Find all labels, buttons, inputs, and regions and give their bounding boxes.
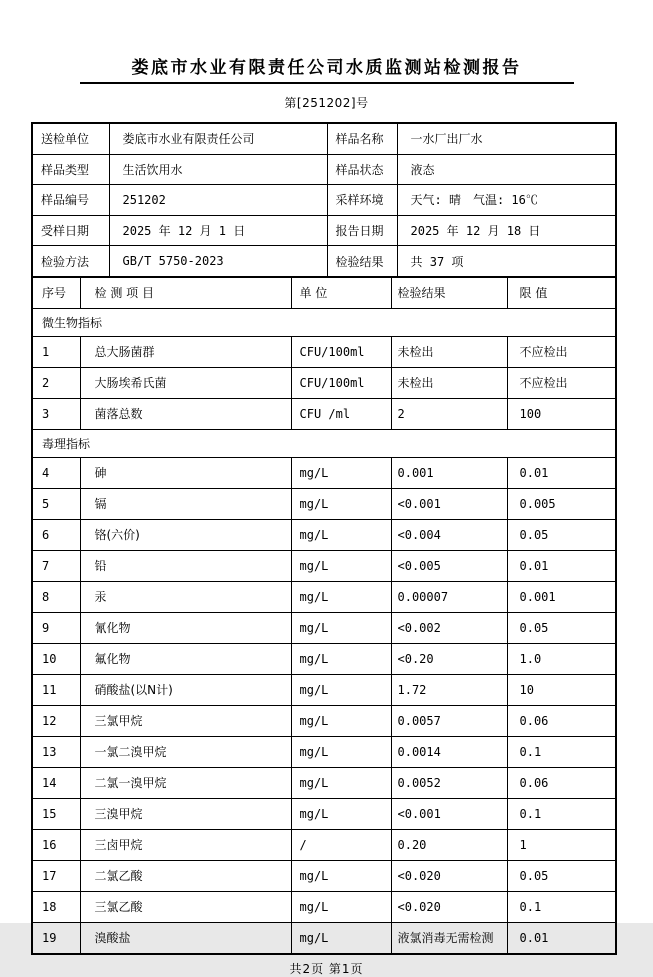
item-limit: 0.1 xyxy=(507,736,616,767)
item-result: 0.00007 xyxy=(391,581,507,612)
row-number: 2 xyxy=(32,367,80,398)
row-number: 19 xyxy=(32,922,80,954)
row-number: 6 xyxy=(32,519,80,550)
data-row xyxy=(32,367,616,398)
results-table-body xyxy=(32,277,616,954)
info-value: 天气: 晴 气温: 16℃ xyxy=(397,185,616,216)
item-name: 汞 xyxy=(80,581,291,612)
item-name: 二氯乙酸 xyxy=(80,860,291,891)
item-name: 铅 xyxy=(80,550,291,581)
item-unit: mg/L xyxy=(291,488,391,519)
item-unit: mg/L xyxy=(291,736,391,767)
item-result: <0.020 xyxy=(391,860,507,891)
item-unit: mg/L xyxy=(291,550,391,581)
info-label: 检验结果 xyxy=(327,246,397,277)
section-label: 毒理指标 xyxy=(32,429,616,457)
item-result: 0.0057 xyxy=(391,705,507,736)
title-underline xyxy=(80,82,574,84)
page-footer: 共2页 第1页 xyxy=(289,961,364,976)
info-label: 送检单位 xyxy=(32,123,109,154)
item-limit: 0.001 xyxy=(507,581,616,612)
item-unit: mg/L xyxy=(291,891,391,922)
item-unit: mg/L xyxy=(291,860,391,891)
item-name: 菌落总数 xyxy=(80,398,291,429)
column-header-limit: 限 值 xyxy=(507,277,616,309)
item-unit: CFU/100ml xyxy=(291,367,391,398)
item-limit: 0.05 xyxy=(507,519,616,550)
item-result: <0.002 xyxy=(391,612,507,643)
item-unit: mg/L xyxy=(291,643,391,674)
row-number: 17 xyxy=(32,860,80,891)
row-number: 8 xyxy=(32,581,80,612)
item-limit: 0.01 xyxy=(507,457,616,488)
item-name: 三氯甲烷 xyxy=(80,705,291,736)
info-row xyxy=(32,215,616,246)
item-limit: 0.06 xyxy=(507,705,616,736)
info-label: 报告日期 xyxy=(327,215,397,246)
info-row xyxy=(32,123,616,154)
info-label: 受样日期 xyxy=(32,215,109,246)
item-limit: 1.0 xyxy=(507,643,616,674)
data-row xyxy=(32,519,616,550)
item-unit: mg/L xyxy=(291,922,391,954)
item-unit: CFU /ml xyxy=(291,398,391,429)
item-name: 二氯一溴甲烷 xyxy=(80,767,291,798)
item-name: 铬(六价) xyxy=(80,519,291,550)
data-row xyxy=(32,922,616,954)
data-row xyxy=(32,581,616,612)
results-table xyxy=(31,276,617,955)
data-row xyxy=(32,798,616,829)
row-number: 14 xyxy=(32,767,80,798)
item-result: <0.020 xyxy=(391,891,507,922)
info-value: 一水厂出厂水 xyxy=(397,123,616,154)
item-limit: 0.1 xyxy=(507,891,616,922)
item-result: <0.001 xyxy=(391,798,507,829)
data-row xyxy=(32,674,616,705)
info-value: 液态 xyxy=(397,154,616,185)
data-row xyxy=(32,550,616,581)
section-row xyxy=(32,308,616,336)
item-result: 0.001 xyxy=(391,457,507,488)
item-unit: mg/L xyxy=(291,705,391,736)
item-limit: 10 xyxy=(507,674,616,705)
info-value: 共 37 项 xyxy=(397,246,616,277)
info-value: 251202 xyxy=(109,185,327,216)
item-limit: 0.05 xyxy=(507,612,616,643)
item-unit: mg/L xyxy=(291,457,391,488)
item-result: <0.20 xyxy=(391,643,507,674)
item-limit: 0.005 xyxy=(507,488,616,519)
item-unit: mg/L xyxy=(291,674,391,705)
item-name: 氟化物 xyxy=(80,643,291,674)
info-label: 样品名称 xyxy=(327,123,397,154)
item-name: 三氯乙酸 xyxy=(80,891,291,922)
row-number: 5 xyxy=(32,488,80,519)
row-number: 1 xyxy=(32,336,80,367)
item-result: 1.72 xyxy=(391,674,507,705)
data-row xyxy=(32,891,616,922)
info-value: 娄底市水业有限责任公司 xyxy=(109,123,327,154)
info-value: 2025 年 12 月 18 日 xyxy=(397,215,616,246)
row-number: 7 xyxy=(32,550,80,581)
data-row xyxy=(32,488,616,519)
item-name: 总大肠菌群 xyxy=(80,336,291,367)
item-name: 三溴甲烷 xyxy=(80,798,291,829)
column-header-result: 检验结果 xyxy=(391,277,507,309)
data-row xyxy=(32,829,616,860)
item-name: 砷 xyxy=(80,457,291,488)
column-header-item: 检 测 项 目 xyxy=(80,277,291,309)
item-name: 溴酸盐 xyxy=(80,922,291,954)
row-number: 3 xyxy=(32,398,80,429)
item-unit: CFU/100ml xyxy=(291,336,391,367)
item-name: 镉 xyxy=(80,488,291,519)
row-number: 4 xyxy=(32,457,80,488)
info-row xyxy=(32,246,616,277)
item-result: <0.001 xyxy=(391,488,507,519)
report-title: 娄底市水业有限责任公司水质监测站检测报告 xyxy=(131,58,522,78)
item-result: 未检出 xyxy=(391,336,507,367)
info-label: 样品编号 xyxy=(32,185,109,216)
item-result: 未检出 xyxy=(391,367,507,398)
item-result: 0.20 xyxy=(391,829,507,860)
row-number: 12 xyxy=(32,705,80,736)
item-name: 硝酸盐(以N计) xyxy=(80,674,291,705)
data-row xyxy=(32,860,616,891)
row-number: 16 xyxy=(32,829,80,860)
column-header-index: 序号 xyxy=(32,277,80,309)
data-row xyxy=(32,336,616,367)
item-limit: 不应检出 xyxy=(507,367,616,398)
item-limit: 0.01 xyxy=(507,922,616,954)
row-number: 18 xyxy=(32,891,80,922)
item-unit: mg/L xyxy=(291,798,391,829)
item-unit: mg/L xyxy=(291,767,391,798)
item-limit: 0.01 xyxy=(507,550,616,581)
section-label: 微生物指标 xyxy=(32,308,616,336)
info-label: 样品状态 xyxy=(327,154,397,185)
results-header-row xyxy=(32,277,616,309)
item-result: <0.004 xyxy=(391,519,507,550)
item-result: <0.005 xyxy=(391,550,507,581)
row-number: 15 xyxy=(32,798,80,829)
data-row xyxy=(32,457,616,488)
data-row xyxy=(32,705,616,736)
row-number: 9 xyxy=(32,612,80,643)
info-label: 检验方法 xyxy=(32,246,109,277)
column-header-unit: 单 位 xyxy=(291,277,391,309)
data-row xyxy=(32,767,616,798)
item-limit: 不应检出 xyxy=(507,336,616,367)
info-value: 生活饮用水 xyxy=(109,154,327,185)
item-result: 液氯消毒无需检测 xyxy=(391,922,507,954)
item-result: 0.0014 xyxy=(391,736,507,767)
item-limit: 0.06 xyxy=(507,767,616,798)
item-unit: / xyxy=(291,829,391,860)
item-unit: mg/L xyxy=(291,612,391,643)
item-result: 0.0052 xyxy=(391,767,507,798)
row-number: 10 xyxy=(32,643,80,674)
info-table-body xyxy=(32,123,616,277)
item-name: 大肠埃希氏菌 xyxy=(80,367,291,398)
data-row xyxy=(32,398,616,429)
info-row xyxy=(32,185,616,216)
item-limit: 1 xyxy=(507,829,616,860)
item-limit: 0.1 xyxy=(507,798,616,829)
report-number: 第[251202]号 xyxy=(284,96,369,110)
item-unit: mg/L xyxy=(291,519,391,550)
info-value: GB/T 5750-2023 xyxy=(109,246,327,277)
section-row xyxy=(32,429,616,457)
data-row xyxy=(32,643,616,674)
row-number: 11 xyxy=(32,674,80,705)
data-row xyxy=(32,736,616,767)
info-value: 2025 年 12 月 1 日 xyxy=(109,215,327,246)
row-number: 13 xyxy=(32,736,80,767)
item-unit: mg/L xyxy=(291,581,391,612)
info-table xyxy=(31,122,617,278)
info-label: 采样环境 xyxy=(327,185,397,216)
info-label: 样品类型 xyxy=(32,154,109,185)
item-name: 三卤甲烷 xyxy=(80,829,291,860)
item-limit: 100 xyxy=(507,398,616,429)
data-row xyxy=(32,612,616,643)
item-result: 2 xyxy=(391,398,507,429)
item-name: 氰化物 xyxy=(80,612,291,643)
item-name: 一氯二溴甲烷 xyxy=(80,736,291,767)
item-limit: 0.05 xyxy=(507,860,616,891)
info-row xyxy=(32,154,616,185)
